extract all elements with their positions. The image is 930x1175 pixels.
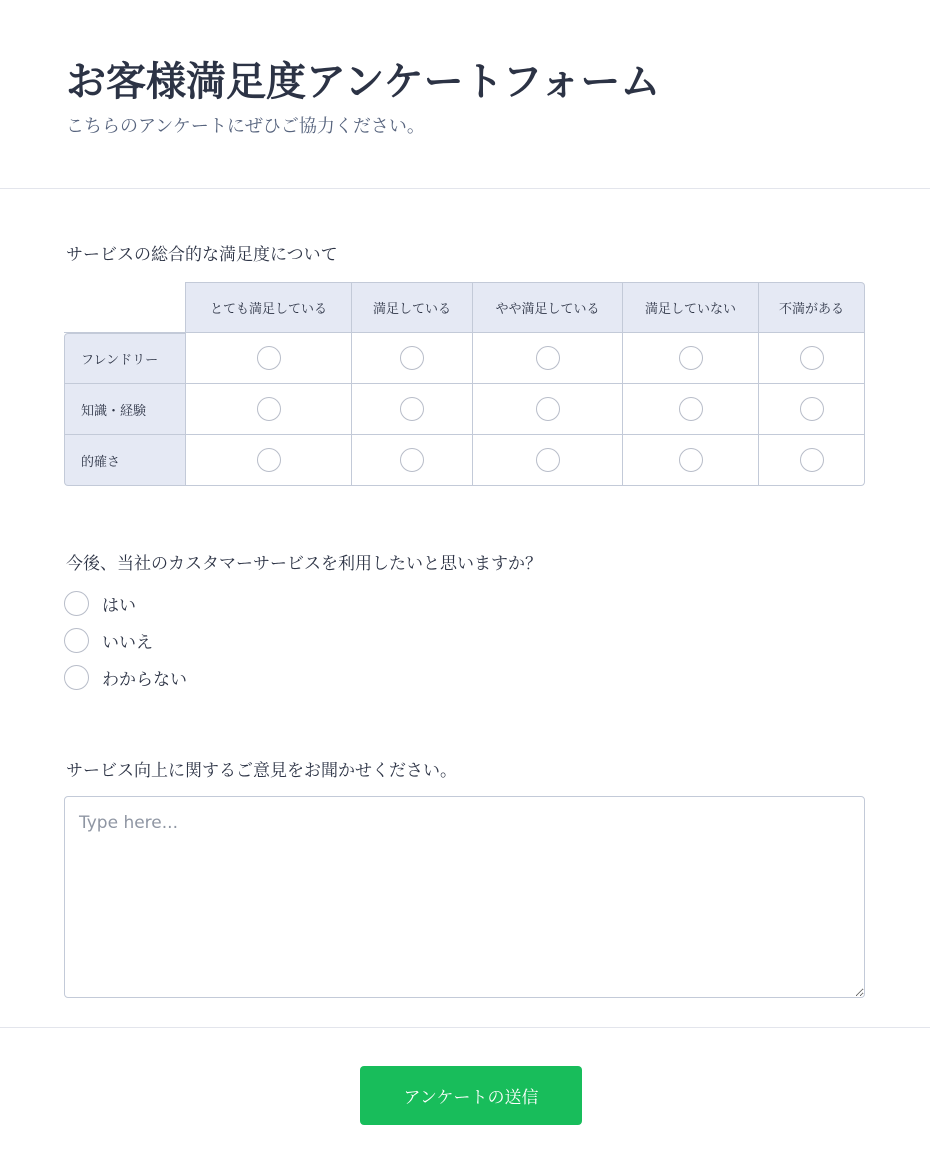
matrix-radio[interactable] [679, 346, 703, 370]
matrix-row [64, 435, 865, 486]
matrix-radio[interactable] [257, 346, 281, 370]
page-title: お客様満足度アンケートフォーム [66, 59, 661, 105]
option-label: いいえ [102, 632, 153, 653]
matrix-radio[interactable] [536, 346, 560, 370]
matrix-corner [64, 282, 186, 333]
matrix-col-header: やや満足している [473, 282, 623, 333]
matrix-radio[interactable] [257, 397, 281, 421]
option-no[interactable] [64, 627, 153, 653]
option-label: はい [102, 595, 136, 616]
matrix-radio[interactable] [800, 397, 824, 421]
matrix-radio[interactable] [536, 448, 560, 472]
option-yes[interactable] [64, 590, 136, 616]
question-3-label: サービス向上に関するご意見をお聞かせください。 [66, 761, 457, 781]
matrix-col-header: 不満がある [759, 282, 865, 333]
matrix-row [64, 333, 865, 384]
feedback-textarea[interactable] [64, 796, 865, 998]
matrix-radio[interactable] [800, 346, 824, 370]
matrix-radio[interactable] [257, 448, 281, 472]
matrix-radio[interactable] [400, 346, 424, 370]
matrix-radio[interactable] [400, 397, 424, 421]
satisfaction-matrix [64, 282, 865, 487]
matrix-row-header: 的確さ [64, 435, 186, 486]
option-label: わからない [102, 669, 187, 690]
radio-button[interactable] [64, 591, 89, 616]
divider [0, 1027, 930, 1028]
matrix-radio[interactable] [800, 448, 824, 472]
matrix-col-header: 満足していない [623, 282, 759, 333]
matrix-row-header: 知識・経験 [64, 384, 186, 435]
matrix-radio[interactable] [400, 448, 424, 472]
submit-button[interactable]: アンケートの送信 [360, 1066, 582, 1125]
page-subtitle: こちらのアンケートにぜひご協力ください。 [66, 116, 425, 137]
matrix-col-header: とても満足している [186, 282, 352, 333]
matrix-col-header: 満足している [352, 282, 473, 333]
question-1-label: サービスの総合的な満足度について [66, 245, 338, 265]
radio-button[interactable] [64, 628, 89, 653]
matrix-row [64, 384, 865, 435]
matrix-radio[interactable] [536, 397, 560, 421]
matrix-radio[interactable] [679, 397, 703, 421]
radio-button[interactable] [64, 665, 89, 690]
matrix-row-header: フレンドリー [64, 333, 186, 384]
form-header [0, 0, 930, 189]
matrix-radio[interactable] [679, 448, 703, 472]
question-2-label: 今後、当社のカスタマーサービスを利用したいと思いますか？ [66, 554, 542, 574]
option-unsure[interactable] [64, 664, 187, 690]
